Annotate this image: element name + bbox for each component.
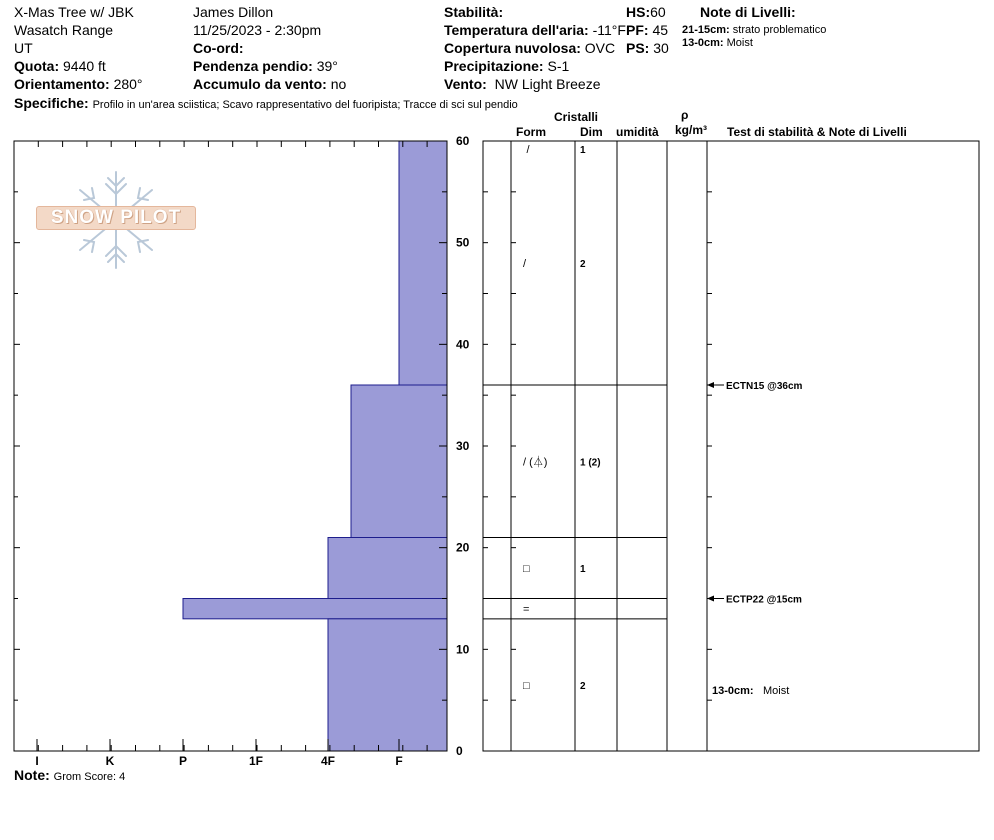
hardness-bar-3 xyxy=(183,599,447,619)
hardness-bar-2 xyxy=(328,538,447,599)
layer-form-3: = xyxy=(523,603,530,616)
wind-value: NW Light Breeze xyxy=(494,76,601,92)
hardness-label-K: K xyxy=(105,754,115,768)
note-text: Grom Score: 4 xyxy=(53,771,126,783)
site-name: X-Mas Tree w/ JBK xyxy=(14,4,134,20)
precip-value: S-1 xyxy=(547,58,570,74)
stability-label: Stabilità: xyxy=(444,4,504,20)
density-unit-header: kg/m³ xyxy=(675,123,708,137)
hardness-label-P: P xyxy=(178,754,188,768)
y-label-10: 10 xyxy=(456,642,470,657)
layer-notes-title: Note di Livelli: xyxy=(700,4,796,20)
y-label-60: 60 xyxy=(456,134,470,148)
ps-label: PS: xyxy=(626,40,650,56)
test-label-1: ECTP22 @15cm xyxy=(726,594,802,606)
layer-note-text: Moist xyxy=(763,685,790,697)
elevation-value: 9440 ft xyxy=(63,58,106,74)
stability-notes-header: Test di stabilità & Note di Livelli xyxy=(727,125,907,139)
hs-label: HS: xyxy=(626,4,651,20)
footer-note xyxy=(14,767,125,784)
layer-size-0: 2 xyxy=(580,259,586,270)
layer-form-0: / xyxy=(523,258,527,270)
coord-label: Co-ord: xyxy=(193,40,244,56)
hardness-label-F: F xyxy=(395,754,403,768)
crystal-table-frame xyxy=(483,141,979,751)
observer: James Dillon xyxy=(193,4,274,20)
air-temp-label: Temperatura dell'aria: xyxy=(444,22,589,38)
wind-loading-value: no xyxy=(330,76,347,92)
sky-value: OVC xyxy=(584,40,616,56)
y-label-50: 50 xyxy=(456,235,470,250)
y-label-30: 30 xyxy=(456,439,470,453)
hardness-label-4F: 4F xyxy=(320,754,336,768)
hardness-bar-1 xyxy=(351,385,447,538)
test-arrow-head-1 xyxy=(707,596,714,602)
wind-label: Vento: xyxy=(444,76,487,92)
y-label-0: 0 xyxy=(456,744,463,758)
elevation-label: Quota: xyxy=(14,58,60,74)
hs-value: 60 xyxy=(650,4,666,20)
specifics-label: Specifiche: xyxy=(14,95,89,111)
top-layer-size: 1 xyxy=(580,145,586,156)
layer-form-2: □ xyxy=(523,563,530,575)
layer-size-4: 2 xyxy=(580,680,586,692)
layer-form-4: □ xyxy=(523,679,530,692)
test-label-0: ECTN15 @36cm xyxy=(726,381,803,392)
air-temp-value: -11°F xyxy=(592,22,626,38)
note-label: Note: xyxy=(14,767,50,783)
layer-note-2-range: 13-0cm: xyxy=(682,37,724,49)
layer-size-1: 1 (2) xyxy=(580,457,601,469)
logo-text: SNOW PILOT xyxy=(36,206,196,230)
layer-form-1: / (⏃) xyxy=(523,456,548,469)
y-label-20: 20 xyxy=(456,540,470,555)
ps-value: 30 xyxy=(653,40,669,56)
slope-label: Pendenza pendio: xyxy=(193,58,313,74)
pf-label: PF: xyxy=(626,22,649,38)
precip-label: Precipitazione: xyxy=(444,58,544,74)
moisture-header: umidità xyxy=(616,125,659,139)
slope-value: 39° xyxy=(316,58,338,74)
state: UT xyxy=(14,40,33,56)
size-header: Dim xyxy=(580,125,603,139)
hardness-bar-0 xyxy=(399,141,447,385)
layer-size-2: 1 xyxy=(580,564,586,575)
aspect-value: 280° xyxy=(113,76,143,92)
hardness-bar-4 xyxy=(328,619,447,751)
form-header: Form xyxy=(516,125,546,139)
datetime: 11/25/2023 - 2:30pm xyxy=(193,22,322,38)
pf-value: 45 xyxy=(652,22,669,38)
crystals-header: Cristalli xyxy=(554,110,599,124)
y-label-40: 40 xyxy=(456,337,470,352)
range-name: Wasatch Range xyxy=(14,22,114,38)
aspect-label: Orientamento: xyxy=(14,76,110,92)
layer-note-2-text: Moist xyxy=(726,37,753,49)
top-layer-form: / xyxy=(526,144,530,156)
hardness-label-1F: 1F xyxy=(248,754,264,768)
rho-header: ρ xyxy=(681,108,689,122)
hardness-label-I: I xyxy=(35,754,39,768)
wind-loading-label: Accumulo da vento: xyxy=(193,76,327,92)
layer-note-range: 13-0cm: xyxy=(712,685,754,697)
specifics-text: Profilo in un'area sciistica; Scavo rappresentativo del fuoripista; Tracce di sci sul pendio xyxy=(92,99,518,111)
test-arrow-head-0 xyxy=(707,382,714,388)
layer-note-1-text: strato problematico xyxy=(732,24,827,36)
layer-note-1-range: 21-15cm: xyxy=(682,24,730,36)
sky-label: Copertura nuvolosa: xyxy=(444,40,581,56)
